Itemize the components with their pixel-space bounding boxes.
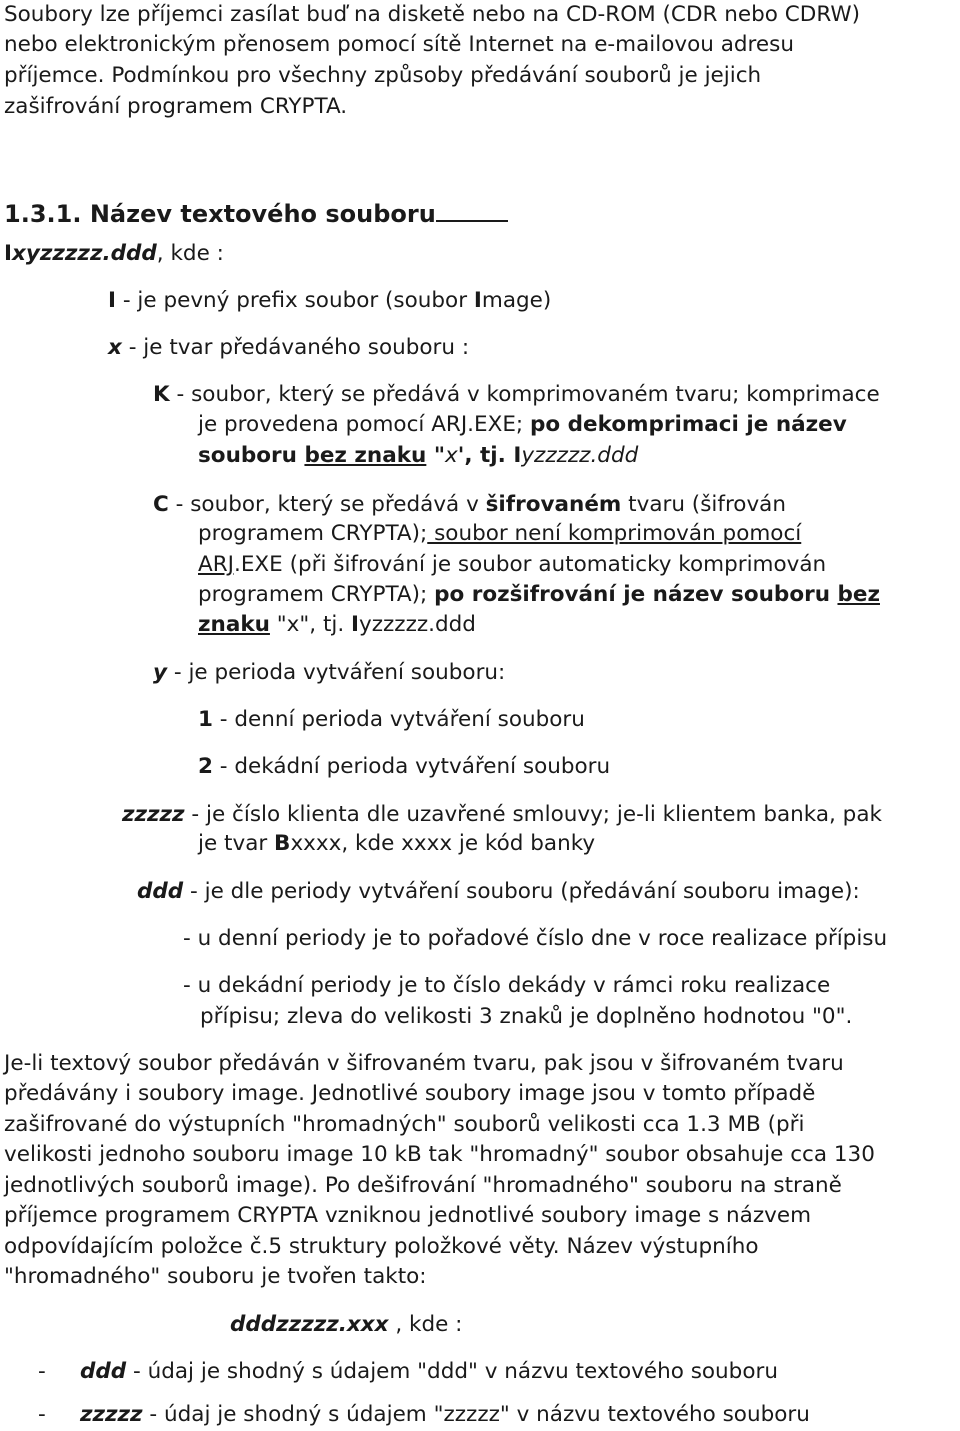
def-ddd-text: - je dle periody vytváření souboru (předávání souboru image): [183,879,860,904]
para2-line-4: velikosti jednoho souboru image 10 kB tak "hromadný" soubor obsahuje cca 130 [4,1142,875,1167]
def-I-letter: I [108,288,116,313]
pattern-text: xyzzzzz.ddd [12,241,157,266]
def-K-text2a: je provedena pomocí ARJ.EXE; [198,412,530,437]
list-term: zzzzz [80,1402,143,1427]
def-C-line-5 [198,610,476,641]
def-C-line-4 [198,580,880,611]
def-C-line-2 [198,519,801,550]
para2-line-5: jednotlivých souborů image). Po dešifrování "hromadného" souboru na straně [4,1173,842,1198]
def-y-opt2-text: - dekádní perioda vytváření souboru [212,754,611,779]
def-C-text1b: šifrovaném [485,492,622,517]
def-y-option-2 [198,752,610,783]
bulk-name-pattern [230,1310,462,1341]
list-dash: - [38,1359,46,1384]
def-x [108,333,469,364]
def-ddd-bullet-2a: - u dekádní periody je to číslo dekády v rámci roku realizace [183,973,831,998]
def-ddd-bullet-1: - u denní periody je to pořadové číslo dne v roce realizace přípisu [183,926,888,951]
intro-line-2: nebo elektronickým přenosem pomocí sítě Internet na e-mailovou adresu [4,32,794,57]
heading-underline [436,196,508,222]
def-I-text1: - je pevný prefix soubor (soubor [116,288,474,313]
pattern-where: , kde : [156,241,224,266]
def-K-text2b: po dekomprimaci je název [530,412,847,437]
def-I [108,286,551,317]
def-z-text2b: B [274,831,291,856]
intro-line-1: Soubory lze příjemci zasílat buď na disketě nebo na CD-ROM (CDR nebo CDRW) [4,2,861,27]
bulk-pattern-where: , kde : [388,1312,463,1337]
def-C-text2b: soubor není komprimován pomocí [427,521,802,546]
def-C-text3b: .EXE (při šifrování je soubor automaticky komprimován [234,552,827,577]
def-C-text4a: programem CRYPTA); [198,582,435,607]
def-K-text3d: x [445,443,458,468]
list-item [80,1357,778,1388]
def-z-line-1 [122,800,882,831]
def-I-bold: I [473,288,482,313]
para2-line-7: odpovídajícím položce č.5 struktury položkové věty. Název výstupního [4,1234,759,1259]
def-C-text2a: programem CRYPTA); [198,521,428,546]
para2-line-6: příjemce programem CRYPTA vzniknou jednotlivé soubory image s názvem [4,1203,812,1228]
def-K-line-3 [198,441,638,472]
para2-line-1: Je-li textový soubor předáván v šifrovaném tvaru, pak jsou v šifrovaném tvaru [4,1051,844,1076]
def-C-text5d: yzzzzz.ddd [359,612,476,637]
def-I-text2: mage) [481,288,552,313]
def-y-option-1 [198,705,585,736]
list-text: - údaj je shodný s údajem "ddd" v názvu textového souboru [126,1359,778,1384]
def-C-text1a: - soubor, který se předává v [168,492,486,517]
def-z-text2c: xxxx, kde xxxx je kód banky [290,831,596,856]
def-x-letter: x [108,335,122,360]
def-C-letter: C [153,492,169,517]
para2-line-2: předávány i soubory image. Jednotlivé soubory image jsou v tomto případě [4,1081,816,1106]
def-C-text4c: bez [837,582,880,607]
def-K-line-2 [198,410,847,441]
prefix-letter: I [4,241,12,266]
para2-line-8: "hromadného" souboru je tvořen takto: [4,1264,427,1289]
def-K-text3b: bez znaku [304,443,427,468]
section-number: 1.3.1. [4,200,82,228]
def-K-line-1 [153,380,880,411]
def-ddd-bullet-2b: přípisu; zleva do velikosti 3 znaků je doplněno hodnotou "0". [200,1004,853,1029]
def-K-text3a: souboru [198,443,305,468]
filename-pattern [4,239,224,270]
def-ddd-letter: ddd [137,879,184,904]
def-C-text5b: "x", tj. [269,612,352,637]
def-z-text1: - je číslo klienta dle uzavřené smlouvy; je-li klientem banka, pak [184,802,882,827]
def-z-text2a: je tvar [198,831,275,856]
def-y-opt1-text: - denní perioda vytváření souboru [212,707,585,732]
intro-line-3: příjemce. Podmínkou pro všechny způsoby předávání souborů je jejich [4,63,762,88]
def-K-text3e: ', tj. [457,443,514,468]
def-K-text3g: yzzzzz.ddd [521,443,639,468]
section-heading [4,196,508,229]
def-K-letter: K [153,382,170,407]
section-title: Název textového souboru [89,200,436,228]
list-text: - údaj je shodný s údajem "zzzzz" v názvu textového souboru [142,1402,810,1427]
def-C-line-3 [198,550,826,581]
intro-line-4: zašifrování programem CRYPTA. [4,94,348,119]
list-dash: - [38,1402,46,1427]
def-C-text4b: po rozšifrování je název souboru [434,582,838,607]
def-C-line-1 [153,490,786,521]
def-K-text1: - soubor, který se předává v komprimovaném tvaru; komprimace [169,382,880,407]
def-z-letter: zzzzz [122,802,185,827]
def-y-line [153,658,505,689]
def-x-text: - je tvar předávaného souboru : [121,335,470,360]
def-C-text3a: ARJ [198,552,234,577]
def-C-text5a: znaku [198,612,270,637]
def-C-text5c: I [351,612,360,637]
list-term: ddd [80,1359,127,1384]
def-y-letter: y [153,660,168,685]
def-K-text3f: I [513,443,522,468]
list-item [38,1357,46,1388]
def-C-text1c: tvaru (šifrován [621,492,786,517]
def-y-text: - je perioda vytváření souboru: [167,660,506,685]
para2-line-3: zašifrované do výstupních "hromadných" souborů velikosti cca 1.3 MB (při [4,1112,805,1137]
def-y-opt1-num: 1 [198,707,213,732]
def-y-opt2-num: 2 [198,754,213,779]
def-z-line-2 [198,829,595,860]
def-ddd-line [137,877,860,908]
bulk-pattern-text: dddzzzzz.xxx [230,1312,389,1337]
def-K-text3c: " [426,443,446,468]
